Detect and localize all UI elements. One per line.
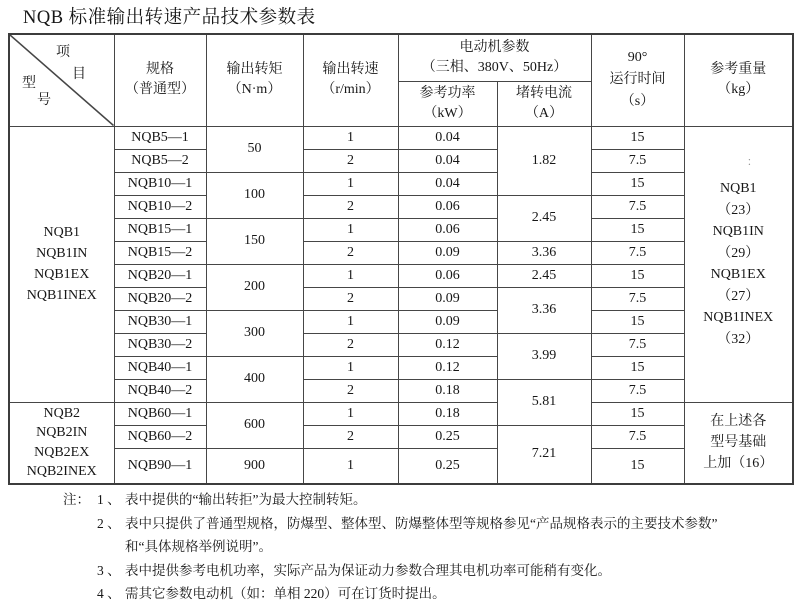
runtime-header: 90° 运行时间 （s） (591, 34, 684, 126)
current-subheader: 堵转电流 （A） (497, 81, 591, 126)
speed-cell: 1 (303, 310, 398, 333)
power-cell: 0.18 (398, 379, 497, 402)
corner-label-item: 项 (56, 45, 70, 60)
notes (63, 488, 717, 600)
torque-cell: 300 (206, 310, 303, 356)
spec-cell: NQB15—2 (114, 241, 206, 264)
speed-cell: 1 (303, 402, 398, 425)
power-cell: 0.25 (398, 425, 497, 448)
table-row (9, 379, 793, 402)
runtime-cell: 15 (591, 218, 684, 241)
power-cell: 0.09 (398, 310, 497, 333)
power-cell: 0.06 (398, 264, 497, 287)
torque-header: 输出转矩 （N·m） (206, 34, 303, 126)
runtime-cell: 15 (591, 172, 684, 195)
note-text: 表中提供参考电机功率，实际产品为保证动力参数合理其电机功率可能稍有变化。 (125, 562, 611, 578)
power-cell: 0.04 (398, 172, 497, 195)
model-line: NQB2IN (36, 425, 88, 441)
note-item (97, 559, 717, 583)
spec-cell: NQB15—1 (114, 218, 206, 241)
weight-line: （27） (717, 288, 760, 304)
speed-cell: 1 (303, 126, 398, 149)
model-line: NQB1IN (36, 246, 88, 261)
table-row (9, 425, 793, 448)
runtime-cell: 7.5 (591, 149, 684, 172)
current-cell: 5.81 (497, 379, 591, 425)
power-cell: 0.18 (398, 402, 497, 425)
model-line: NQB2INEX (26, 464, 97, 480)
model-line: NQB1 (43, 225, 81, 240)
weight-line: 在上述各 (710, 414, 767, 430)
speed-cell: 1 (303, 218, 398, 241)
spec-cell: NQB40—1 (114, 356, 206, 379)
header-row-1 (9, 34, 793, 81)
page-title: NQB 标准输出转速产品技术参数表 (23, 8, 316, 28)
runtime-cell: 7.5 (591, 287, 684, 310)
weight-line: 型号基础 (710, 435, 767, 451)
torque-cell: 150 (206, 218, 303, 264)
power-cell: 0.06 (398, 195, 497, 218)
runtime-cell: 7.5 (591, 425, 684, 448)
table-row (9, 172, 793, 195)
speed-cell: 1 (303, 264, 398, 287)
current-cell: 3.99 (497, 333, 591, 379)
runtime-cell: 15 (591, 356, 684, 379)
spec-table (8, 33, 794, 485)
spec-header: 规格 （普通型） (114, 34, 206, 126)
model-line: NQB2EX (34, 444, 90, 460)
note-number: 4 、 (97, 586, 121, 600)
current-cell: 7.21 (497, 425, 591, 484)
note-item (97, 582, 717, 600)
motor-params-header: 电动机参数 （三相、380V、50Hz） (398, 34, 591, 81)
note-item (97, 512, 717, 559)
spec-cell: NQB10—2 (114, 195, 206, 218)
table-row (9, 126, 793, 149)
weight-line: NQB1IN (712, 224, 764, 239)
power-cell: 0.04 (398, 126, 497, 149)
runtime-cell: 7.5 (591, 379, 684, 402)
runtime-cell: 7.5 (591, 333, 684, 356)
power-cell: 0.25 (398, 448, 497, 484)
note-number: 2 、 (97, 515, 121, 531)
table-row (9, 264, 793, 287)
runtime-cell: 15 (591, 264, 684, 287)
spec-cell: NQB60—2 (114, 425, 206, 448)
torque-cell: 900 (206, 448, 303, 484)
table-row (9, 333, 793, 356)
table-row (9, 241, 793, 264)
speed-cell: 1 (303, 448, 398, 484)
weight-line: 上加（16） (703, 456, 774, 472)
spec-cell: NQB90—1 (114, 448, 206, 484)
runtime-cell: 15 (591, 126, 684, 149)
table-row (9, 356, 793, 379)
note-text: 表中只提供了普通型规格，防爆型、整体型、防爆整体型等规格参见“产品规格表示的主要技术参数” 和“具体规格举例说明”。 (125, 515, 718, 554)
weight-header: 参考重量 （kg） (684, 34, 793, 126)
spec-cell: NQB5—2 (114, 149, 206, 172)
note-text: 表中提供的“输出转拒”为最大控制转矩。 (125, 492, 367, 507)
power-cell: 0.06 (398, 218, 497, 241)
table-row (9, 310, 793, 333)
corner-label-item: 目 (72, 67, 86, 82)
speed-cell: 2 (303, 241, 398, 264)
speed-header: 输出转速 （r/min） (303, 34, 398, 126)
weight-group-cell (684, 402, 793, 484)
torque-cell: 100 (206, 172, 303, 218)
weight-line: （32） (717, 331, 760, 347)
note-item (63, 488, 717, 512)
model-group-cell (9, 402, 114, 484)
weight-group-cell (684, 126, 793, 402)
power-cell: 0.12 (398, 333, 497, 356)
table-row (9, 287, 793, 310)
runtime-cell: 15 (591, 448, 684, 484)
current-cell: 3.36 (497, 241, 591, 264)
speed-cell: 1 (303, 356, 398, 379)
weight-line: NQB1EX (710, 267, 766, 282)
weight-line: NQB1INEX (703, 310, 774, 325)
runtime-cell: 7.5 (591, 241, 684, 264)
power-cell: 0.09 (398, 287, 497, 310)
spec-cell: NQB40—2 (114, 379, 206, 402)
corner-label-model: 号 (37, 93, 51, 108)
weight-line: （29） (717, 245, 760, 261)
model-line: NQB2 (43, 405, 81, 421)
runtime-cell: 15 (591, 310, 684, 333)
speed-cell: 2 (303, 195, 398, 218)
torque-cell: 400 (206, 356, 303, 402)
current-cell: 3.36 (497, 287, 591, 333)
spec-cell: NQB20—2 (114, 287, 206, 310)
model-line: NQB1INEX (26, 288, 97, 303)
weight-line: NQB1 (719, 181, 757, 196)
model-line: NQB1EX (34, 267, 90, 282)
current-cell: 2.45 (497, 264, 591, 287)
spec-cell: NQB30—2 (114, 333, 206, 356)
power-cell: 0.12 (398, 356, 497, 379)
speed-cell: 2 (303, 425, 398, 448)
spec-cell: NQB20—1 (114, 264, 206, 287)
power-subheader: 参考功率 （kW） (398, 81, 497, 126)
spec-cell: NQB30—1 (114, 310, 206, 333)
model-group-cell (9, 126, 114, 402)
notes-label: 注： (63, 492, 90, 507)
spec-cell: NQB10—1 (114, 172, 206, 195)
faint-colon-mark: ： (746, 155, 758, 168)
torque-cell: 200 (206, 264, 303, 310)
table-row (9, 402, 793, 425)
spec-cell: NQB60—1 (114, 402, 206, 425)
weight-line: （23） (717, 202, 760, 218)
table-row (9, 448, 793, 484)
speed-cell: 2 (303, 333, 398, 356)
table-row (9, 149, 793, 172)
corner-label-model: 型 (22, 76, 36, 91)
current-cell: 1.82 (497, 126, 591, 195)
torque-cell: 600 (206, 402, 303, 448)
speed-cell: 2 (303, 149, 398, 172)
speed-cell: 2 (303, 287, 398, 310)
note-number: 1 、 (97, 492, 121, 507)
speed-cell: 2 (303, 379, 398, 402)
note-text: 需其它参数电动机（如：单相 220）可在订货时提出。 (125, 586, 446, 600)
note-number: 3 、 (97, 562, 121, 578)
table-row (9, 195, 793, 218)
power-cell: 0.09 (398, 241, 497, 264)
corner-cell (9, 34, 114, 126)
power-cell: 0.04 (398, 149, 497, 172)
current-cell: 2.45 (497, 195, 591, 241)
runtime-cell: 15 (591, 402, 684, 425)
table-row (9, 218, 793, 241)
spec-cell: NQB5—1 (114, 126, 206, 149)
speed-cell: 1 (303, 172, 398, 195)
runtime-cell: 7.5 (591, 195, 684, 218)
torque-cell: 50 (206, 126, 303, 172)
